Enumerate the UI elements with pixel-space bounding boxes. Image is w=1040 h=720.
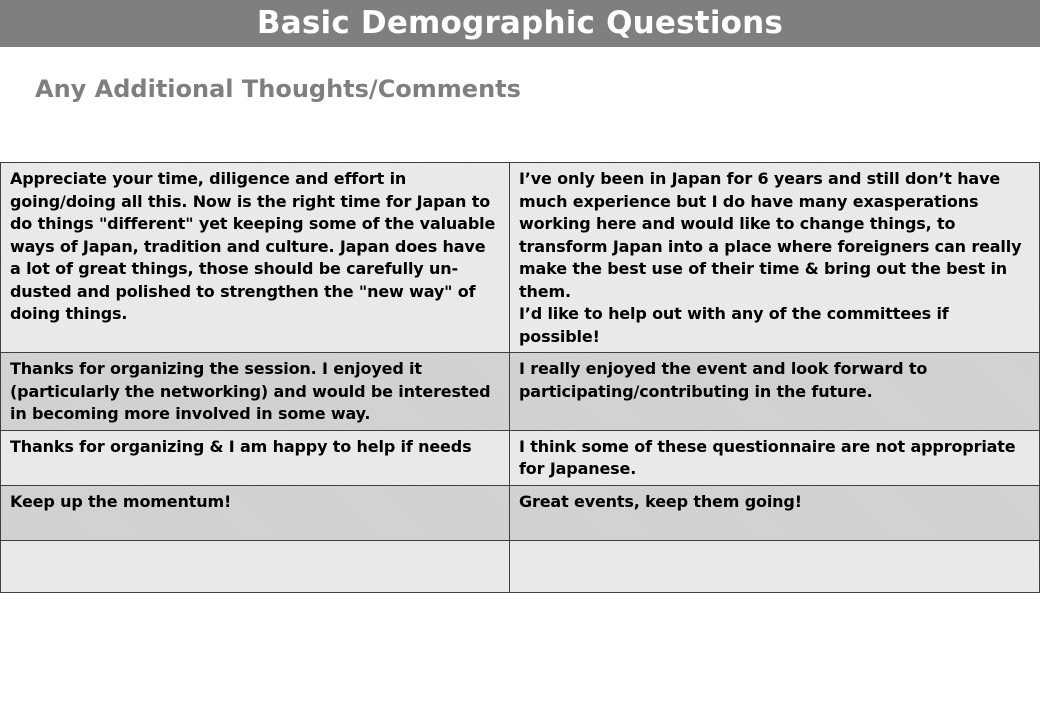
table-cell — [510, 430, 1040, 485]
table-cell — [510, 485, 1040, 540]
table-row — [1, 540, 1040, 592]
table-row — [1, 485, 1040, 540]
section-subtitle: Any Additional Thoughts/Comments — [35, 75, 521, 103]
table-row — [1, 163, 1040, 353]
table-cell — [1, 163, 510, 353]
table-cell — [510, 353, 1040, 431]
comment-text: Thanks for organizing the session. I enjoyed it (particularly the networking) and would be interested in becoming more involved in some way. — [10, 359, 491, 423]
comment-text: Keep up the momentum! — [10, 491, 232, 511]
table-cell — [1, 430, 510, 485]
comment-text: Appreciate your time, diligence and effort in going/doing all this. Now is the right time for Japan to do things "different" yet keeping some of the valuable ways of Japan, tradition and culture. Japan does have a lot of great things, those should be carefully un-dusted and polished to strengthen the "new way" of doing things. — [10, 169, 496, 323]
comments-table — [0, 162, 1040, 593]
page-title: Basic Demographic Questions — [256, 5, 784, 41]
table-cell — [510, 163, 1040, 353]
comment-text: Thanks for organizing & I am happy to help if needs — [10, 436, 472, 456]
comment-text: I really enjoyed the event and look forward to participating/contributing in the future. — [519, 359, 928, 401]
table-cell — [1, 485, 510, 540]
comment-text: I’ve only been in Japan for 6 years and still don’t have much experience but I do have many exasperations working here and would like to change things, to transform Japan into a place where foreigners can really make the best use of their time & bring out the best in them. I’d like to help out with any of the committees if possible! — [519, 169, 1022, 346]
table-cell — [510, 540, 1040, 592]
comment-text: I think some of these questionnaire are not appropriate for Japanese. — [519, 436, 1016, 478]
table-cell — [1, 540, 510, 592]
table-cell — [1, 353, 510, 431]
table-row — [1, 353, 1040, 431]
comment-text: Great events, keep them going! — [519, 491, 802, 511]
title-bar — [0, 0, 1040, 47]
table-row — [1, 430, 1040, 485]
